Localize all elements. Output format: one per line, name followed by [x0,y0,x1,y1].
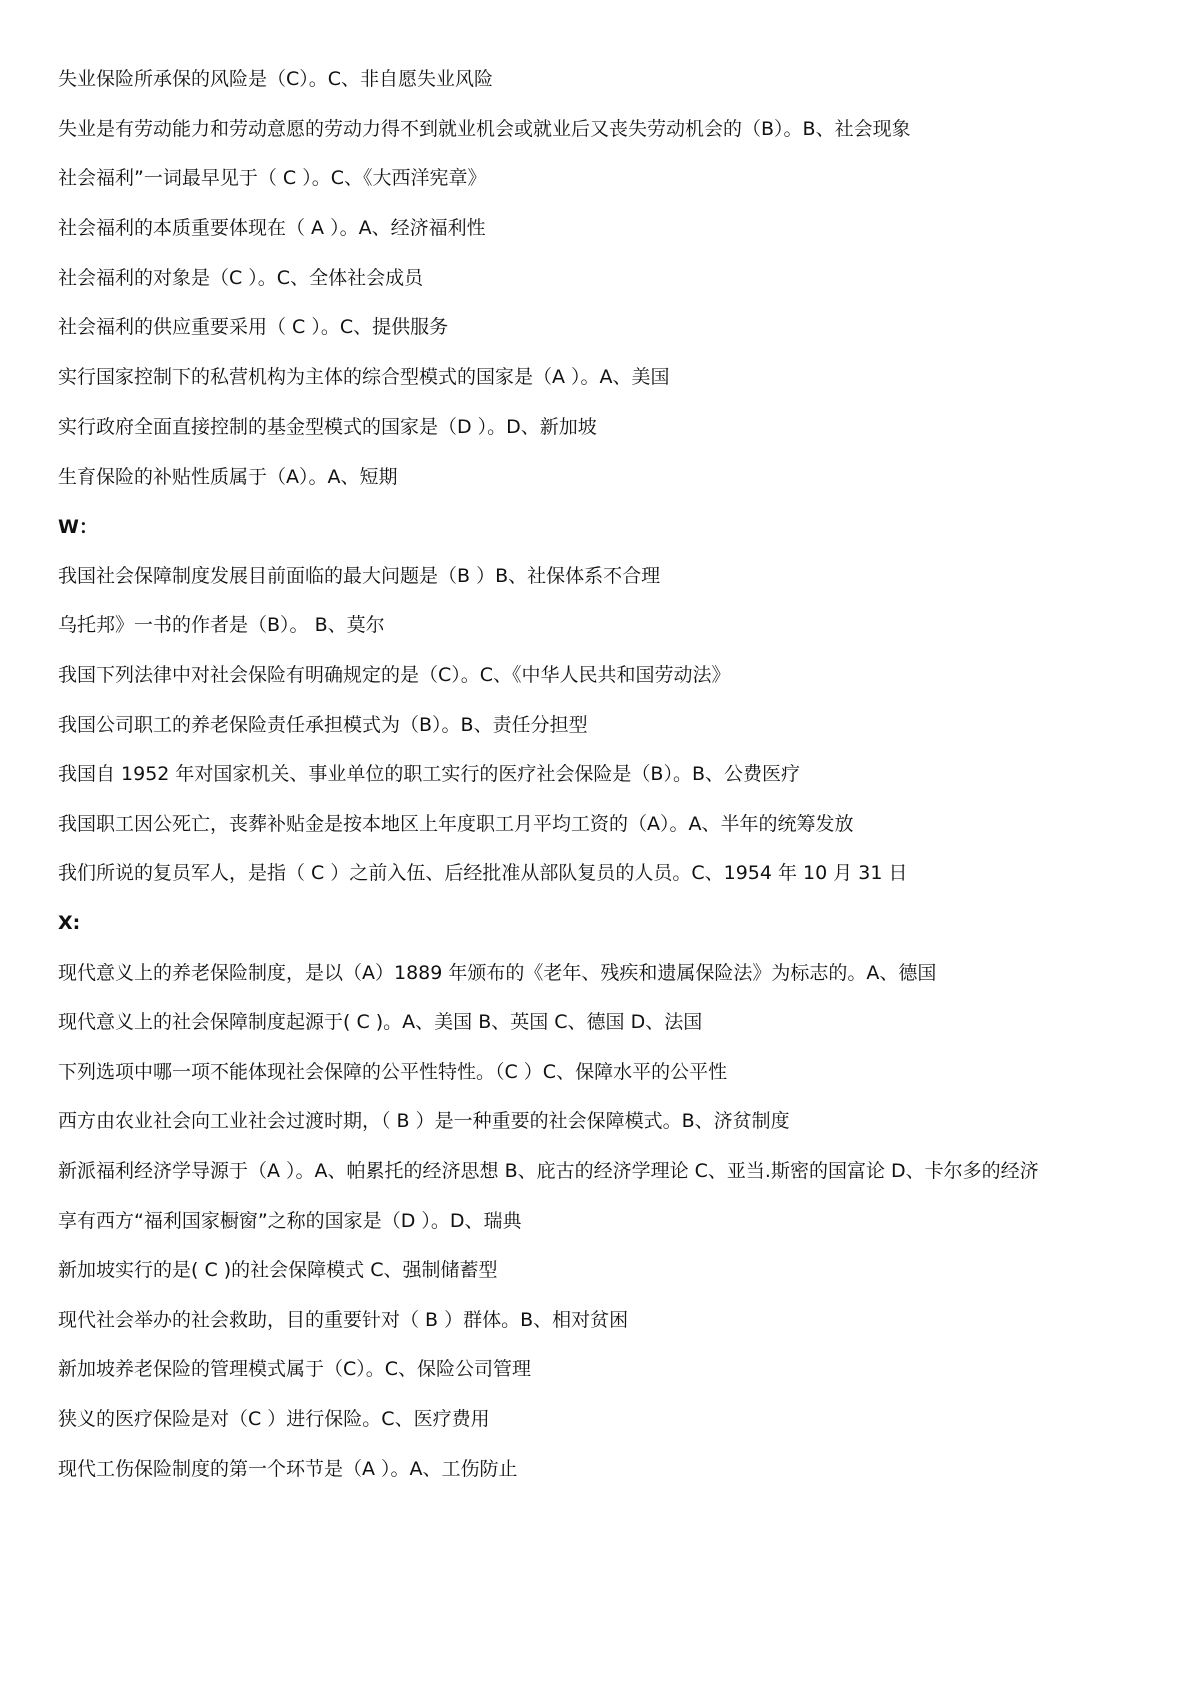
text-line-welfare-object: 社会福利的对象是（C ）。C、全体社会成员 [58,267,424,289]
text-line-singapore-model: 新加坡实行的是( C )的社会保障模式 C、强制储蓄型 [58,1259,498,1281]
text-line-modern-pension: 现代意义上的养老保险制度，是以（A）1889 年颁布的《老年、残疾和遗属保险法》为标志的。A、德国 [58,962,937,984]
text-line-welfare-essence: 社会福利的本质重要体现在（ A ）。A、经济福利性 [58,217,486,239]
text-line-unemployment-risk: 失业保险所承保的风险是（C）。C、非自愿失业风险 [58,68,494,90]
text-line-social-assistance: 现代社会举办的社会救助，目的重要针对（ B ）群体。B、相对贫困 [58,1309,629,1331]
text-line-security-origin: 现代意义上的社会保障制度起源于( C )。A、美国 B、英国 C、德国 D、法国 [58,1011,703,1033]
text-line-fairness: 下列选项中哪一项不能体现社会保障的公平性特性。（C ）C、保障水平的公平性 [58,1061,728,1083]
text-line-new-welfare-economics: 新派福利经济学导源于（A ）。A、帕累托的经济思想 B、庇古的经济学理论 C、亚当.斯密的国富论 D、卡尔多的经济 [58,1160,1039,1182]
text-line-pension-model: 我国公司职工的养老保险责任承担模式为（B）。B、责任分担型 [58,714,588,736]
text-line-public-medical: 我国自 1952 年对国家机关、事业单位的职工实行的医疗社会保险是（B）。B、公费医疗 [58,763,801,785]
text-line-injury-insurance: 现代工伤保险制度的第一个环节是（A ）。A、工伤防止 [58,1458,518,1480]
text-line-welfare-supply: 社会福利的供应重要采用（ C ）。C、提供服务 [58,316,449,338]
text-line-unemployment-definition: 失业是有劳动能力和劳动意愿的劳动力得不到就业机会或就业后又丧失劳动机会的（B）。B、社会现象 [58,118,911,140]
text-line-veterans: 我们所说的复员军人，是指（ C ）之前入伍、后经批准从部队复员的人员。C、1954 年 10 月 31 日 [58,862,908,884]
text-line-poor-relief: 西方由农业社会向工业社会过渡时期，（ B ）是一种重要的社会保障模式。B、济贫制度 [58,1110,790,1132]
text-line-funeral-subsidy: 我国职工因公死亡，丧葬补贴金是按本地区上年度职工月平均工资的（A）。A、半年的统筹发放 [58,813,854,835]
section-heading-w: W： [58,516,98,538]
text-line-singapore-fund-model: 实行政府全面直接控制的基金型模式的国家是（D ）。D、新加坡 [58,416,597,438]
text-line-biggest-problem: 我国社会保障制度发展目前面临的最大问题是（B ）B、社保体系不合理 [58,565,661,587]
text-line-us-model: 实行国家控制下的私营机构为主体的综合型模式的国家是（A ）。A、美国 [58,366,670,388]
text-line-labor-law: 我国下列法律中对社会保险有明确规定的是（C）。C、《中华人民共和国劳动法》 [58,664,731,686]
section-heading-x: X: [58,912,81,934]
text-line-medical-insurance: 狭义的医疗保险是对（C ）进行保险。C、医疗费用 [58,1408,490,1430]
text-line-welfare-origin: 社会福利”一词最早见于（ C ）。C、《大西洋宪章》 [58,167,487,189]
text-line-welfare-showcase: 享有西方“福利国家橱窗”之称的国家是（D ）。D、瑞典 [58,1210,522,1232]
text-line-singapore-pension: 新加坡养老保险的管理模式属于（C）。C、保险公司管理 [58,1358,532,1380]
text-line-maternity-insurance: 生育保险的补贴性质属于（A）。A、短期 [58,466,398,488]
text-line-utopia-author: 乌托邦》一书的作者是（B）。 B、莫尔 [58,614,385,636]
